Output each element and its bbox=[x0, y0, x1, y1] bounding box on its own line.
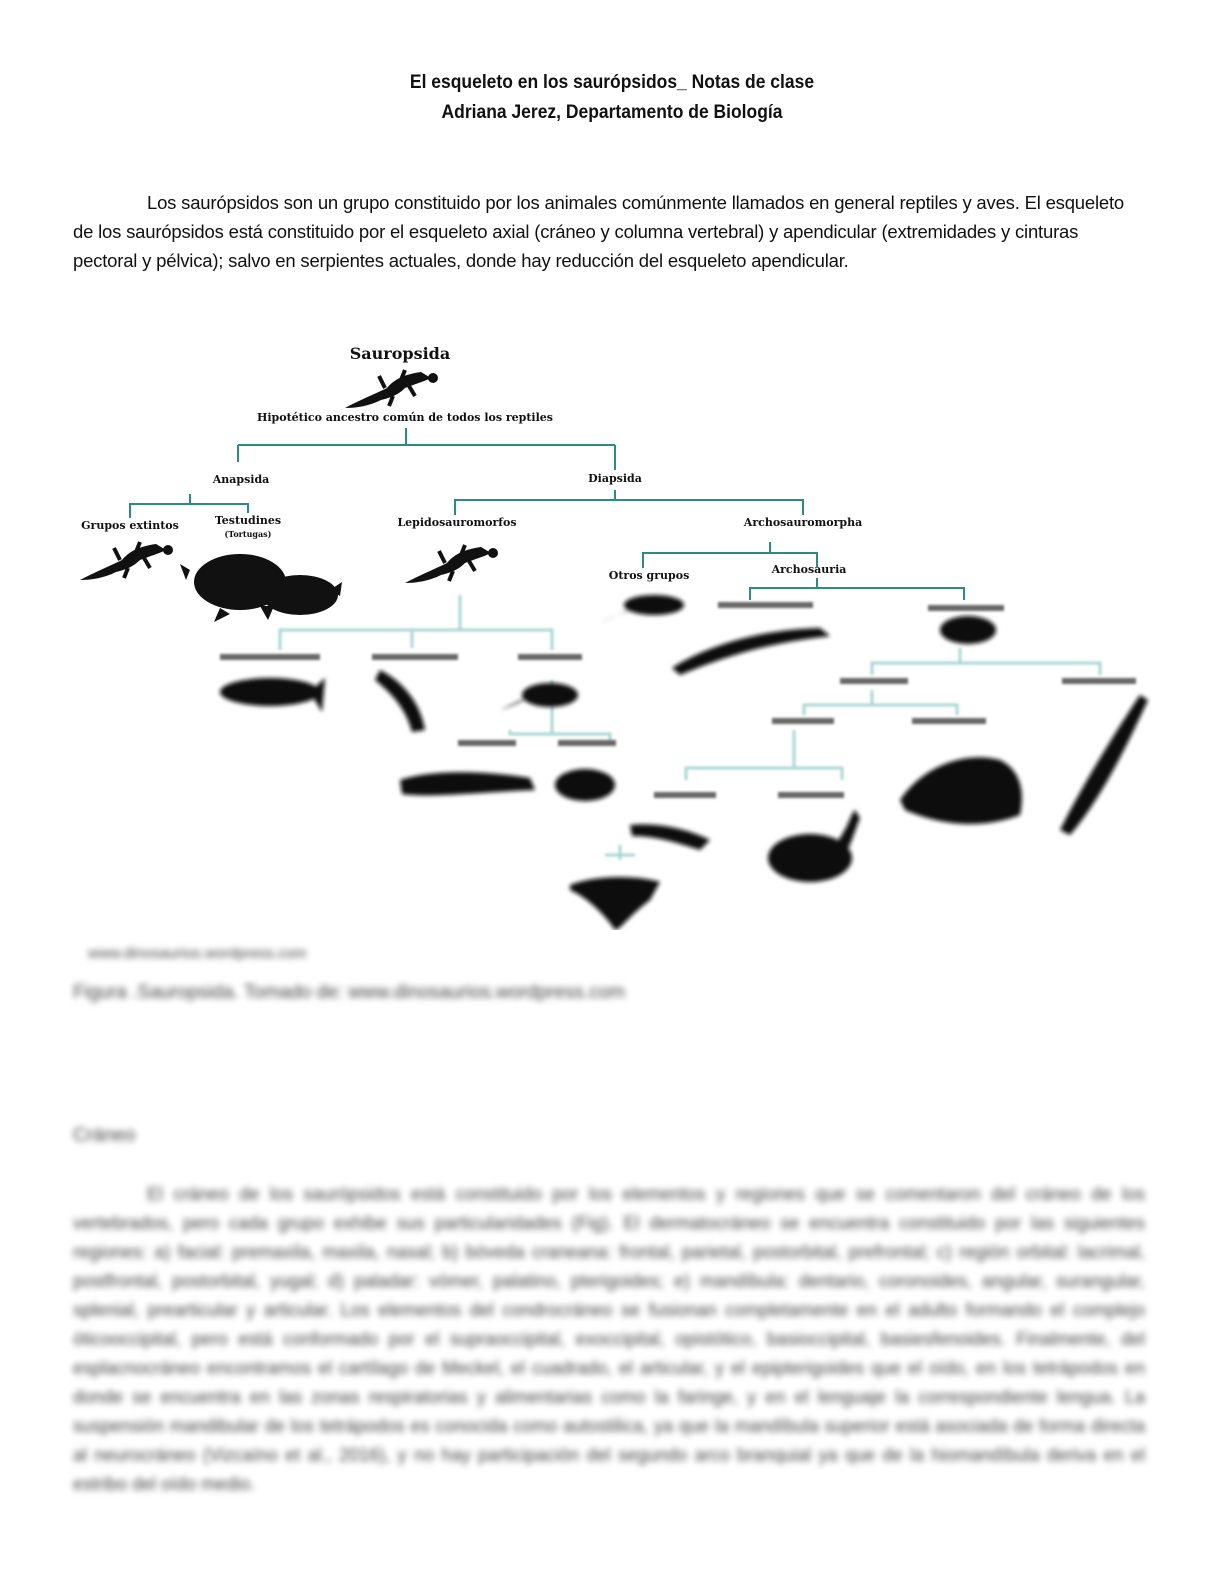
label-testudines: Testudines bbox=[214, 514, 282, 527]
label-tortugas: (Tortugas) bbox=[224, 529, 272, 539]
label-anapsida: Anapsida bbox=[212, 473, 270, 486]
stegosaur-icon bbox=[900, 757, 1022, 824]
label-otros-grupos: Otros grupos bbox=[608, 569, 690, 582]
bird-icon bbox=[570, 877, 660, 930]
tuatara-icon bbox=[500, 683, 578, 710]
dinosaur-small-icon bbox=[940, 616, 996, 644]
extinct-group-lizard-icon bbox=[80, 542, 173, 580]
label-sauropsida: Sauropsida bbox=[349, 344, 451, 363]
sauropod-icon bbox=[768, 810, 860, 882]
ancestor-lizard-icon bbox=[345, 370, 438, 408]
label-diapsida: Diapsida bbox=[588, 472, 642, 485]
turtle-icon bbox=[180, 554, 342, 622]
ichthyosaur-icon bbox=[220, 678, 325, 712]
label-archosauria: Archosauria bbox=[771, 563, 847, 576]
silhouettes-blurred bbox=[220, 595, 1148, 930]
silhouettes-crisp bbox=[80, 370, 498, 622]
label-archosauromorpha: Archosauromorpha bbox=[743, 516, 863, 529]
label-ancestor-note: Hipotético ancestro común de todos los reptiles bbox=[256, 411, 554, 424]
lizard-vertical-icon bbox=[375, 670, 425, 732]
intro-section bbox=[73, 188, 1143, 275]
figure-caption: Figura .Sauropsida. Tomado de: www.dinosaurios.wordpress.com bbox=[73, 982, 625, 1003]
label-grupos-extintos: Grupos extintos bbox=[81, 519, 179, 532]
document-author: Adriana Jerez, Departamento de Biología bbox=[441, 102, 783, 123]
crocodile-icon bbox=[672, 628, 830, 675]
lepidosaur-lizard-icon bbox=[405, 545, 498, 583]
section-paragraph: El cráneo de los saurópsidos está constituido por los elementos y regiones que se comentaron del cráneo de los vertebrados, pero cada grupo exhibe sus particularidades (Fig). El dermatocráneo se encuentra constituido por las siguientes regiones: a) facial: premaxila, maxila, nasal; b) bóveda craneana: frontal, parietal, postorbital, prefrontal; c) región orbital: lacrimal, postfrontal, postorbital, yugal; d) paladar: vómer, palatino, pterigoides; e) mandíbula: dentario, coronoides, angular, surangular, splenial, prearticular y articular. Los elementos del condrocráneo se fusionan completamente en el adulto formando el complejo óticooccipital, pero está conformado por el supraoccipital, exoccipital, opistótico, basioccipital, basiesfenoides. Finalmente, del esplacnocráneo encontramos el cartílago de Meckel, el cuadrado, el articular, y el epipterigoides que el oído, en los tetrápodos en donde se encuentra en las zonas respiratorias y alimentarias como la faringe, y en el lenguaje la correspondiente lengua. La suspensión mandibular de los tetrápodos es conocida como autostilica, ya que la mandíbula superior está asociada de forma directa al neurocráneo (Vizcaíno et al., 2016), y no hay participación del segundo arco branquial ya que de la hiomandíbula deriva en el estribo del oído medio. bbox=[73, 1184, 1145, 1494]
pterosaur-icon bbox=[630, 824, 710, 850]
gecko-icon bbox=[400, 772, 535, 795]
section-body bbox=[73, 1180, 1145, 1499]
figure-credit: www.dinosaurios.wordpress.com bbox=[88, 945, 307, 962]
sauropsida-cladogram bbox=[60, 330, 1160, 930]
document-title: El esqueleto en los saurópsidos_ Notas de clase bbox=[409, 72, 815, 93]
snake-icon bbox=[555, 769, 615, 801]
otros-grupos-animal-icon bbox=[600, 595, 684, 622]
label-lepidosauromorfos: Lepidosauromorfos bbox=[397, 516, 517, 529]
plesiosaur-icon bbox=[1060, 695, 1148, 835]
intro-paragraph: Los saurópsidos son un grupo constituido por los animales comúnmente llamados en general reptiles y aves. El esqueleto de los saurópsidos está constituido por el esqueleto axial (cráneo y columna vertebral) y apendicular (extremidades y cinturas pectoral y pélvica); salvo en serpientes actuales, donde hay reducción del esqueleto apendicular. bbox=[73, 192, 1125, 271]
section-heading: Cráneo bbox=[73, 1125, 136, 1146]
